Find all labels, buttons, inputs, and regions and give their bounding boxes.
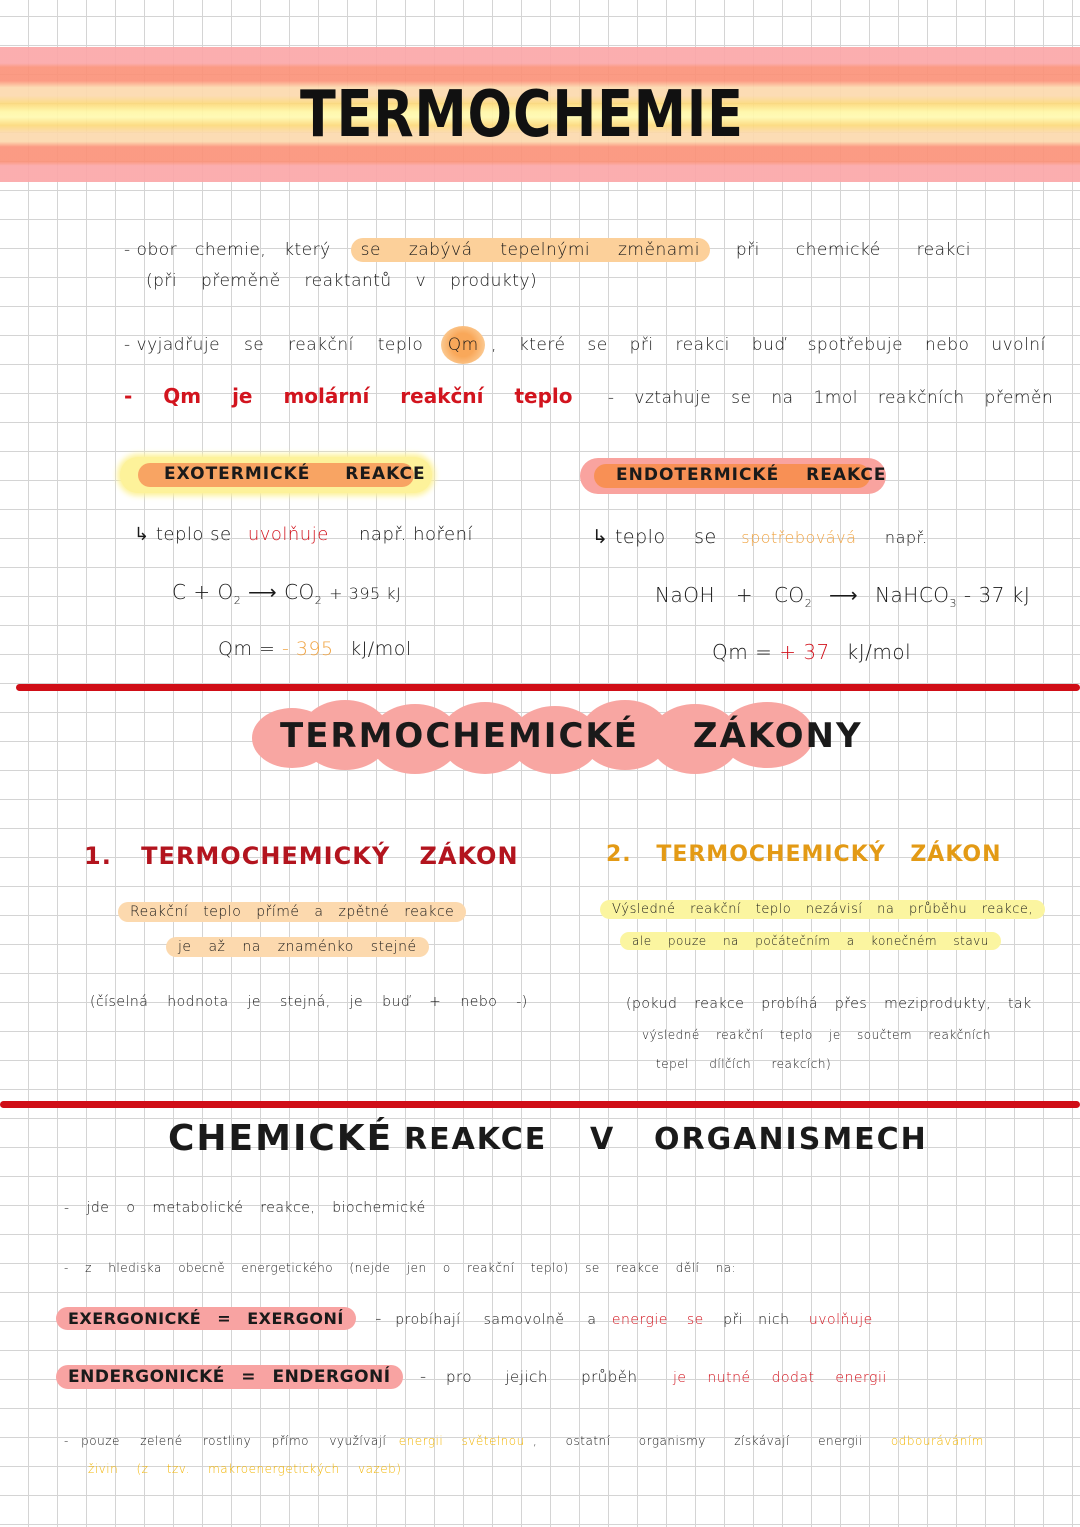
qm-symbol: Qm [441, 326, 485, 364]
organisms-text: pouze zelené rostliny přímo využívají [81, 1434, 387, 1448]
endergonic-label: ENDERGONICKÉ = ENDERGONÍ [56, 1365, 403, 1389]
qm-label: Qm = [712, 640, 773, 664]
law-2-highlight-2: ale pouze na počátečním a konečném stavu [620, 932, 1001, 950]
law-2-title: 2. TERMOCHEMICKÝ ZÁKON [606, 842, 1002, 867]
exo-text: teplo se [155, 524, 232, 545]
endergonic-text: pro jejich průběh [446, 1368, 638, 1386]
endo-example: např. [884, 528, 928, 547]
law-2-highlight-1: Výsledné reakční teplo nezávisí na průběhu reakce, [600, 900, 1045, 919]
molar-heat-definition: - Qm je molární reakční teplo [124, 384, 573, 408]
organisms-text: , ostatní organismy získávají energii [533, 1434, 863, 1448]
exo-keyword: uvolňuje [247, 524, 329, 545]
light-energy-keyword: energii světelnou [398, 1434, 525, 1448]
exothermic-label-highlight [120, 457, 432, 493]
law-2-note-2: výsledné reakční teplo je součtem reakčních [642, 1028, 992, 1042]
equation-products: CO [284, 580, 315, 604]
subscript: 2 [804, 597, 813, 610]
law-1-title: 1. TERMOCHEMICKÝ ZÁKON [84, 842, 519, 870]
exergonic-row [56, 1309, 873, 1329]
endergonic-keyword: je nutné dodat energii [672, 1370, 887, 1386]
laws-section-title: TERMOCHEMICKÉ ZÁKONY [280, 716, 863, 756]
intro-text: vyjadřuje se reakční teplo [136, 335, 424, 355]
endo-keyword: spotřebovává [741, 528, 857, 547]
exo-description [134, 524, 473, 545]
equation-products: NaHCO [875, 583, 950, 607]
endo-text: teplo se [614, 526, 717, 548]
subscript: 2 [233, 594, 242, 607]
highlight-thermal-changes: se zabývá tepelnými změnami [351, 238, 710, 262]
reaction-arrow-icon: ⟶ [829, 583, 859, 607]
reaction-arrow-icon: ⟶ [248, 580, 278, 604]
law-2-note-3: tepel dílčích reakcích) [656, 1057, 832, 1071]
equation-energy: - 37 kJ [963, 583, 1031, 607]
section-divider [16, 684, 1080, 691]
organisms-line-2: - z hlediska obecně energetického (nejde jen o reakční teplo) se reakce dělí na: [64, 1261, 737, 1275]
law-1-highlight-1: Reakční teplo přímé a zpětné reakce [118, 902, 466, 922]
organisms-line-1: - jde o metabolické reakce, biochemické [64, 1200, 426, 1216]
degradation-keyword: odbouráváním [890, 1434, 984, 1448]
qm-unit: kJ/mol [846, 640, 912, 664]
exergonic-text: probíhají samovolně a [395, 1312, 597, 1328]
exergonic-label: EXERGONICKÉ = EXERGONÍ [56, 1307, 356, 1330]
organisms-last-line [64, 1434, 984, 1448]
title-word: ORGANISMECH [654, 1122, 928, 1157]
qm-value: + 37 [779, 640, 830, 664]
title-word: REAKCE [404, 1122, 548, 1157]
intro-text: , které se při reakci buď spotřebuje nebo uvolní [491, 335, 1046, 355]
exergonic-text: při nich [723, 1312, 790, 1328]
intro-text: obor chemie, který [136, 240, 331, 260]
law-1-highlight-2: je až na znaménko stejné [166, 937, 429, 957]
section-divider [0, 1101, 1080, 1108]
endo-description [592, 526, 928, 548]
intro-text: - vztahuje se na 1mol reakčních přeměn [607, 388, 1054, 408]
bullet-dash: - [375, 1309, 382, 1329]
bullet-dash: - [64, 1434, 69, 1448]
exo-equation [172, 580, 401, 607]
exothermic-label: EXOTERMICKÉ REAKCE [164, 464, 426, 484]
bullet-dash: - [419, 1367, 427, 1387]
bullet-dash: - [124, 335, 131, 355]
title-word: V [590, 1122, 616, 1157]
exo-qm [218, 638, 412, 660]
equation-reactants: NaOH + CO [655, 583, 805, 607]
intro-line-2 [124, 326, 1046, 364]
exergonic-keyword: uvolňuje [808, 1312, 873, 1328]
exergonic-keyword: energie se [611, 1312, 704, 1328]
arrow-icon: ↳ [592, 526, 609, 548]
law-2-note-1: (pokud reakce probíhá přes meziprodukty, tak [626, 996, 1032, 1012]
intro-line-1b: (při přeměně reaktantů v produkty) [146, 271, 538, 291]
title-word: CHEMICKÉ [168, 1118, 394, 1159]
qm-unit: kJ/mol [350, 638, 412, 660]
exo-example: např. hoření [359, 524, 473, 545]
organisms-last-line-2: živin (z tzv. makroenergetických vazeb) [88, 1462, 402, 1476]
arrow-icon: ↳ [134, 524, 150, 545]
qm-value: - 395 [281, 638, 334, 660]
page-title: TERMOCHEMIE [300, 78, 744, 152]
intro-line-1 [124, 240, 971, 260]
endothermic-label-highlight [580, 458, 886, 494]
endo-qm [712, 640, 911, 664]
subscript: 2 [314, 594, 323, 607]
intro-text: při chemické reakci [735, 240, 971, 260]
qm-label: Qm = [218, 638, 276, 660]
endothermic-label: ENDOTERMICKÉ REAKCE [616, 465, 887, 485]
intro-line-3 [124, 384, 1053, 408]
endergonic-row [56, 1367, 887, 1387]
bullet-dash: - [124, 240, 131, 260]
equation-reactants: C + O [172, 580, 234, 604]
subscript: 3 [949, 597, 958, 610]
law-1-note: (číselná hodnota je stejná, je buď + nebo -) [90, 994, 528, 1010]
equation-energy: + 395 kJ [329, 584, 402, 603]
endo-equation [655, 583, 1030, 610]
